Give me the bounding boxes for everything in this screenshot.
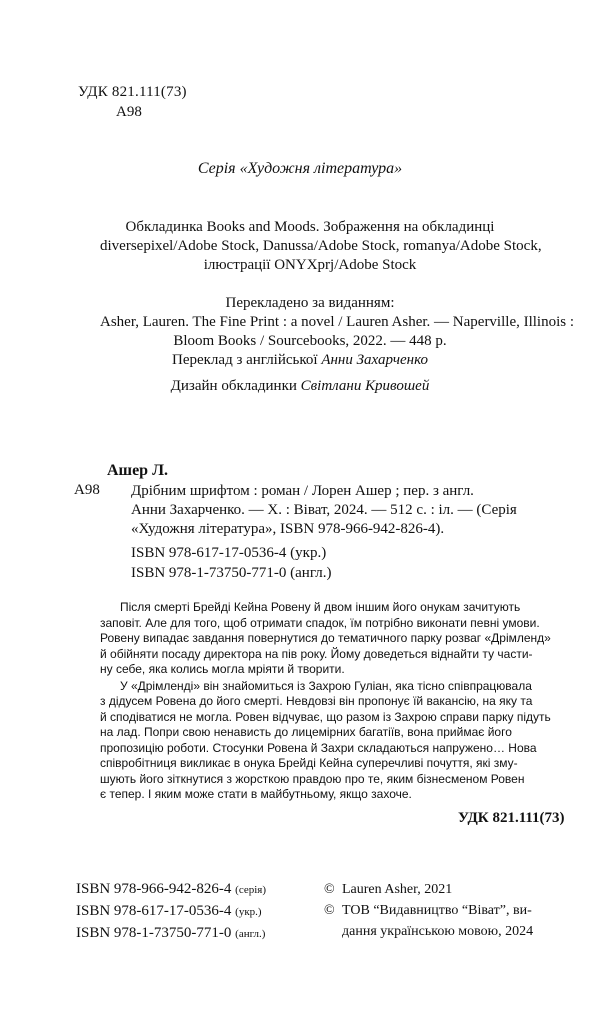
isbn-number: ISBN 978-617-17-0536-4 <box>76 903 232 919</box>
copyright-symbol: © <box>324 903 335 918</box>
original-edition-line: Asher, Lauren. The Fine Print : a novel / Lauren Asher. — Naperville, Illinois : <box>100 314 575 330</box>
annotation-line: з дідусем Ровена до його смерті. Невдовзі він пропонує їй вакансію, на яку та <box>100 694 533 708</box>
isbn-entry <box>76 879 266 901</box>
original-edition-label: Перекладено за виданням: <box>225 295 395 311</box>
isbn-label: (англ.) <box>235 928 266 940</box>
annotation-line: Ровену випадає завдання повернутися до тематичного парку розваг «Дрімленд» <box>100 631 551 645</box>
annotation-line: У «Дрімленді» він знайомиться із Захрою Гуліан, яка тісно співпрацювала <box>120 678 532 693</box>
annotation-line: ну себе, яка колись могла мріяти й творити. <box>100 662 345 676</box>
cover-credits-line: ілюстрації ONYXprj/Adobe Stock <box>203 257 417 273</box>
isbn-ukr: ISBN 978-617-17-0536-4 (укр.) <box>131 545 327 561</box>
copyright-text: Lauren Asher, 2021 <box>342 882 453 897</box>
udk-code: УДК 821.111(73) <box>78 84 187 100</box>
isbn-number: ISBN 978-966-942-826-4 <box>76 881 232 897</box>
cover-credits-line: diversepixel/Adobe Stock, Danussa/Adobe Stock, romanya/Adobe Stock, <box>100 238 542 254</box>
bibliographic-line: Дрібним шрифтом : роман / Лорен Ашер ; пер. з англ. <box>131 483 474 499</box>
bibliographic-line: Анни Захарченко. — Х. : Віват, 2024. — 512 с. : іл. — (Серія <box>131 502 517 518</box>
designer-name: Світлани Кривошей <box>300 378 430 394</box>
annotation-paragraph <box>100 600 578 678</box>
original-edition-line: Bloom Books / Sourcebooks, 2022. — 448 p. <box>173 333 447 349</box>
bibliographic-description <box>131 482 517 539</box>
designer-prefix: Дизайн обкладинки <box>170 378 297 394</box>
isbn-label: (укр.) <box>235 906 262 918</box>
translator-prefix: Переклад з англійської <box>171 352 318 368</box>
bibliographic-code: А98 <box>74 482 100 498</box>
annotation-line: шують його зіткнутися з жорсткою правдою про те, яким бізнесменом Ровен <box>100 771 525 786</box>
author-code: А98 <box>116 104 142 120</box>
copyright-symbol: © <box>324 882 335 897</box>
copyright-line <box>324 921 533 942</box>
annotation-line: є тепер. І яким може стати в майбутньому, якщо захоче. <box>100 787 412 801</box>
isbn-list <box>76 879 266 945</box>
udk-code-bottom: УДК 821.111(73) <box>458 810 565 826</box>
bibliographic-author: Ашер Л. <box>107 462 168 479</box>
translator-credit <box>0 352 600 369</box>
translator-name: Анни Захарченко <box>321 352 429 368</box>
cover-credits <box>100 218 542 275</box>
annotation-line: заповіт. Але для того, щоб отримати спадок, їм потрібно виконати певні умови. <box>100 615 540 630</box>
copyright-notice <box>324 879 533 942</box>
series-title: Серія «Художня література» <box>197 160 403 177</box>
isbn-entry <box>76 901 266 923</box>
designer-credit <box>0 378 600 395</box>
annotation-line: співробітниця викликає в онука Брейді Кейна суперечливі почуття, які зму- <box>100 756 518 770</box>
cover-credits-line: Обкладинка Books and Moods. Зображення на обкладинці <box>125 219 495 235</box>
original-edition <box>100 294 575 351</box>
isbn-label: (серія) <box>235 884 266 896</box>
copyright-text: ТОВ “Видавництво “Віват”, ви- <box>342 903 532 918</box>
copyright-line <box>324 879 533 900</box>
annotation-line: на лад. Попри свою ненависть до лицемірних багатіїв, вона приймає його <box>100 725 512 739</box>
copyright-line <box>324 900 533 921</box>
annotation-line: пропозицію роботи. Стосунки Ровена й Захри складаються напружено… Нова <box>100 740 537 755</box>
isbn-entry <box>76 923 266 945</box>
copyright-text: дання українською мовою, 2024 <box>342 924 534 939</box>
annotation <box>100 600 578 803</box>
isbn-eng: ISBN 978-1-73750-771-0 (англ.) <box>131 565 332 581</box>
annotation-line: й обійняти посаду директора на пів року. Йому доведеться віднайти ту части- <box>100 646 533 661</box>
annotation-line: Після смерті Брейді Кейна Ровену й двом іншим його онукам зачитують <box>120 600 521 614</box>
isbn-number: ISBN 978-1-73750-771-0 <box>76 925 232 941</box>
bibliographic-line: «Художня література», ISBN 978-966-942-826-4). <box>131 521 445 537</box>
annotation-line: й сподіватися не могла. Ровен відчуває, що разом із Захрою справи парку підуть <box>100 709 551 724</box>
annotation-paragraph <box>100 679 578 803</box>
